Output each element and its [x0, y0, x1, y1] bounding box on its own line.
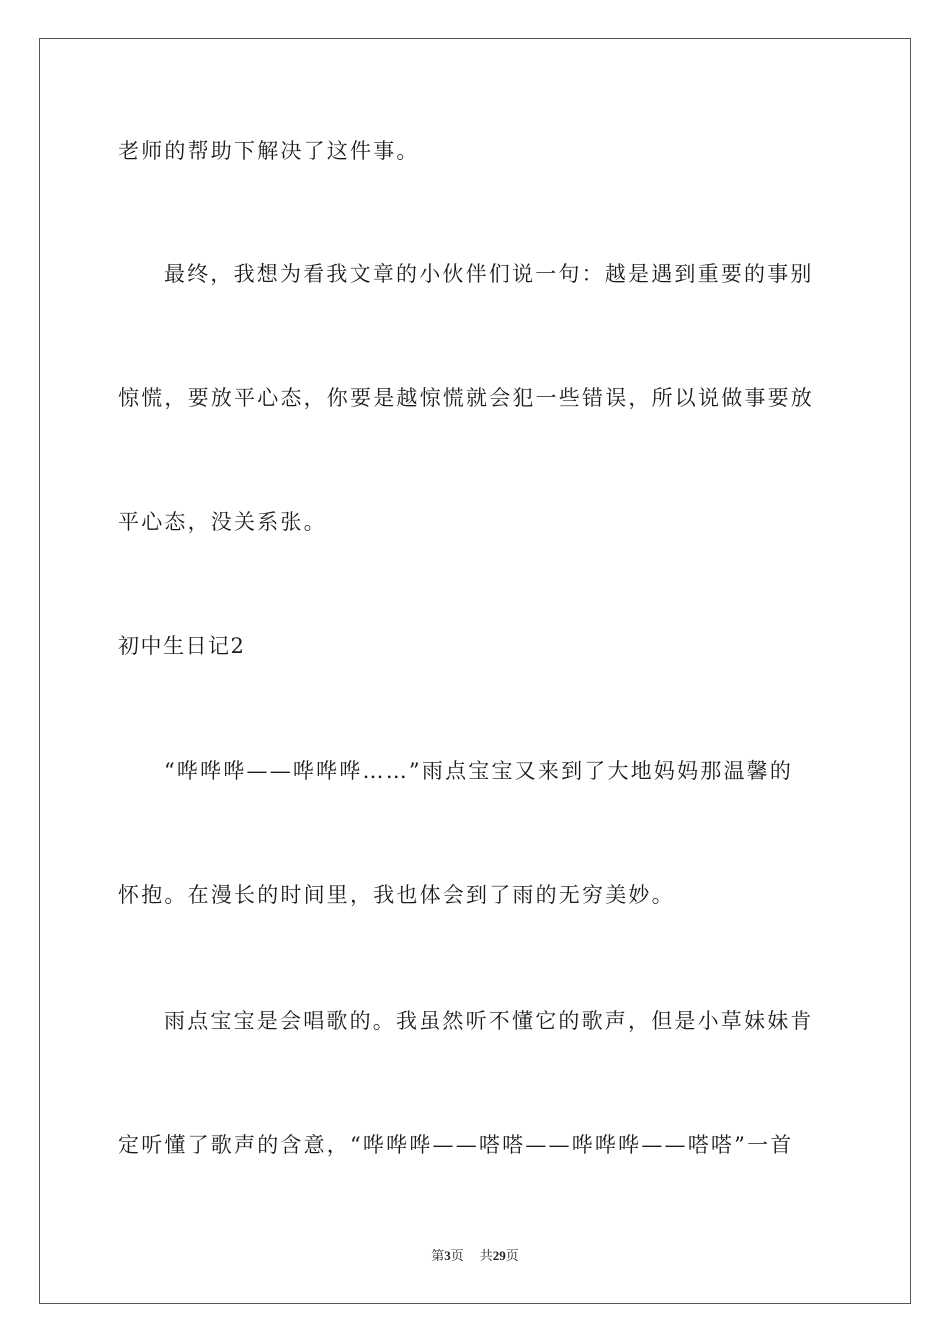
section-heading: 初中生日记2 [118, 634, 246, 658]
paragraph-line-9: 定听懂了歌声的含意，“哗哗哗——嗒嗒——哗哗哗——嗒嗒”一首 [118, 1133, 794, 1157]
total-prefix: 共 [479, 1249, 493, 1264]
paragraph-line-8: 雨点宝宝是会唱歌的。我虽然听不懂它的歌声，但是小草妹妹肯 [164, 1009, 814, 1033]
paragraph-line-1: 老师的帮助下解决了这件事。 [118, 139, 420, 163]
page-suffix: 页 [450, 1249, 464, 1264]
paragraph-line-3: 惊慌，要放平心态，你要是越惊慌就会犯一些错误，所以说做事要放 [118, 386, 814, 410]
paragraph-line-6: “哗哗哗——哗哗哗……”雨点宝宝又来到了大地妈妈那温馨的 [164, 759, 794, 783]
paragraph-line-7: 怀抱。在漫长的时间里，我也体会到了雨的无穷美妙。 [118, 883, 675, 907]
page-border [39, 38, 911, 1304]
page-prefix: 第 [431, 1249, 445, 1264]
paragraph-line-4: 平心态，没关系张。 [118, 510, 327, 534]
page-number: 3 [444, 1248, 451, 1263]
page-footer [0, 1246, 950, 1267]
total-pages: 29 [492, 1248, 506, 1263]
paragraph-line-2: 最终，我想为看我文章的小伙伴们说一句：越是遇到重要的事别 [164, 262, 814, 286]
total-suffix: 页 [505, 1249, 519, 1264]
